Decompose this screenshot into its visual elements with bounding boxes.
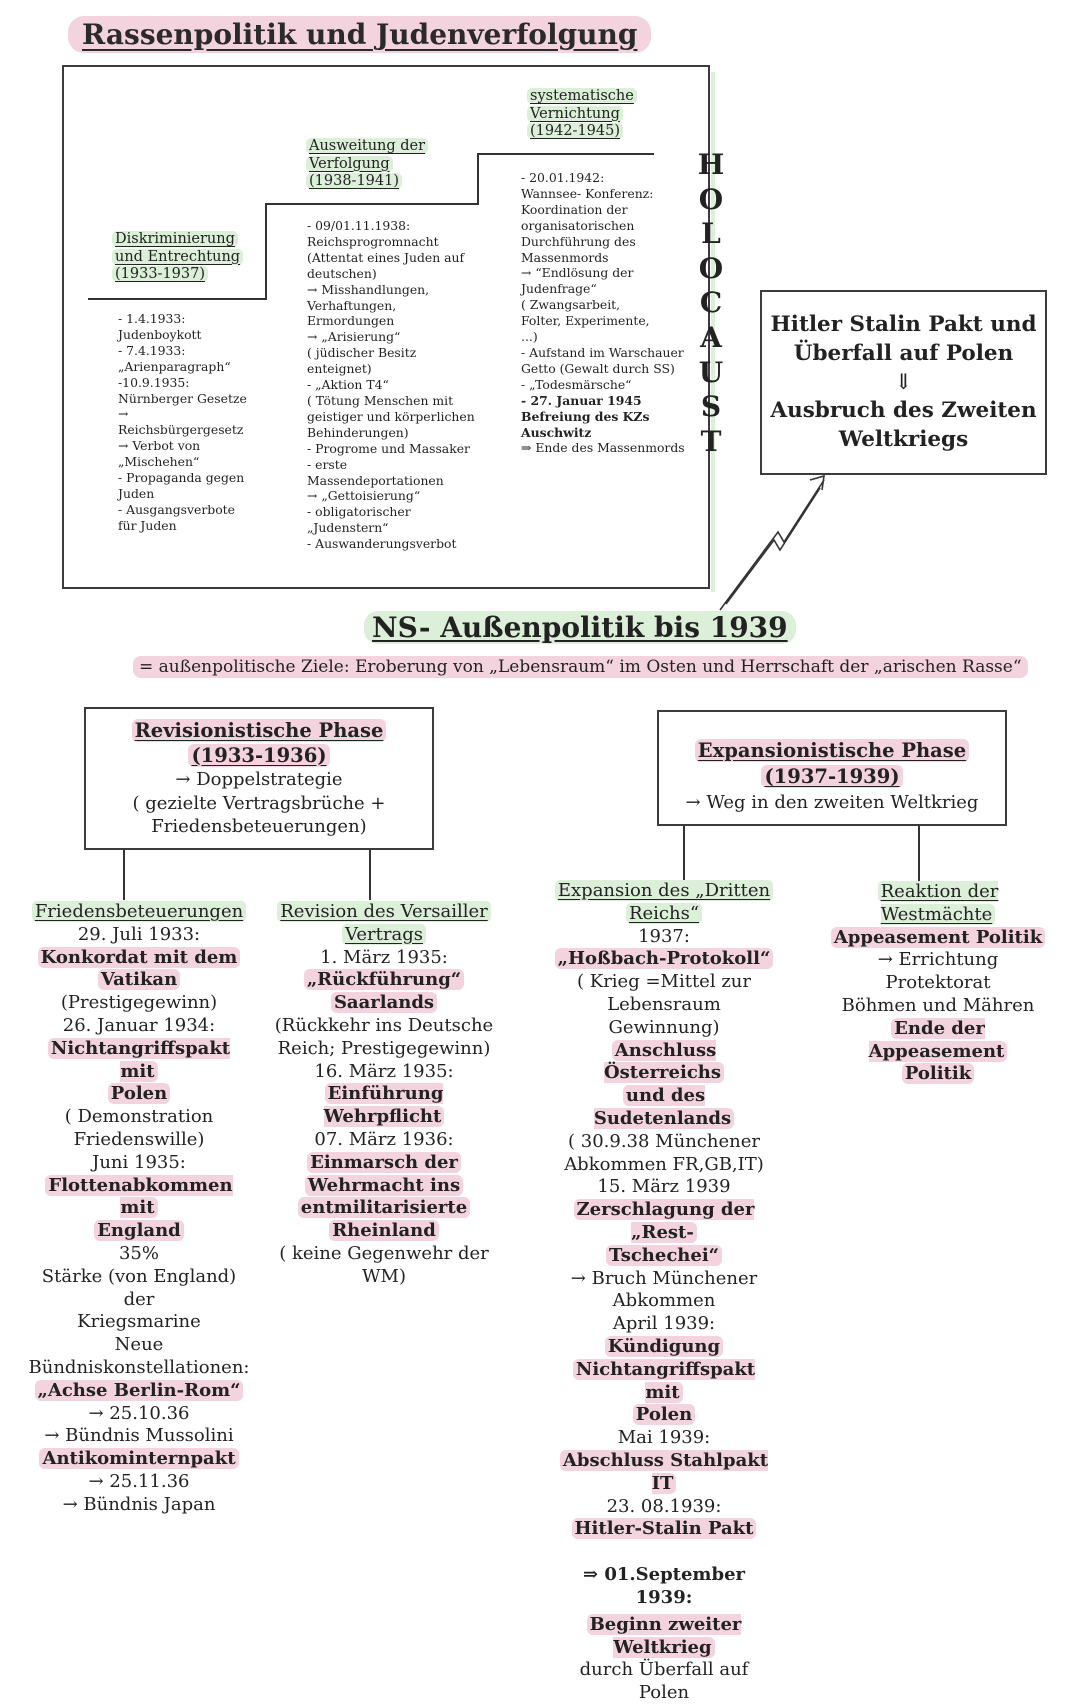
timeline-line: Lebensraum Gewinnung) bbox=[607, 993, 721, 1038]
holocaust-letter: O bbox=[698, 251, 724, 285]
list-item: Ermordungen bbox=[307, 313, 395, 329]
connector-line bbox=[683, 826, 685, 881]
list-item: → Misshandlungen, bbox=[307, 281, 430, 297]
timeline-line: 29. Juli 1933: bbox=[77, 923, 201, 945]
timeline-line: Appeasement Politik bbox=[826, 927, 1050, 950]
list-item: Verhaftungen, bbox=[307, 297, 397, 313]
list-item: → “Endlösung der bbox=[521, 265, 634, 281]
list-item: → „Gettoisierung“ bbox=[307, 488, 421, 504]
list-item: Nürnberger Gesetze bbox=[118, 390, 247, 406]
holocaust-letter: C bbox=[699, 286, 723, 320]
list-item: Reichsprogromnacht bbox=[307, 233, 439, 249]
timeline-line: Mai 1939: bbox=[617, 1427, 711, 1449]
list-item: ( jüdischer Besitz bbox=[307, 345, 417, 361]
phase-2-list bbox=[307, 218, 475, 552]
timeline-line: ( Krieg =Mittel zur bbox=[577, 971, 751, 993]
timeline-line: Ende der Appeasement bbox=[826, 1018, 1050, 1064]
list-item: Juden bbox=[118, 485, 155, 501]
holocaust-vertical-word bbox=[696, 148, 726, 459]
list-item: → bbox=[118, 406, 129, 422]
list-item: - 20.01.1942: bbox=[521, 170, 605, 185]
list-item: -10.9.1935: bbox=[118, 374, 190, 390]
phase-3-list: - 20.01.1942: Wannsee- Konferenz: Koordination der organisatorischen Durchführung des Massenmords → “Endlösung der Judenfrage“ ( Zwangsarbeit, Folter, Experimente, ...) - Aufstand im Warschauer Getto (Gewalt durch SS) - „Todesmärsche“ - 27. Januar 1945 Befreiung des KZs Auschwitz ⇒ Ende des Massenmords bbox=[521, 170, 685, 456]
timeline-line: Polen bbox=[552, 1404, 776, 1427]
list-item: - „Todesmärsche“ bbox=[521, 376, 632, 392]
list-item: ...) bbox=[521, 329, 538, 345]
timeline-line: WM) bbox=[362, 1265, 406, 1287]
timeline-line: Nichtangriffspakt mit bbox=[28, 1038, 250, 1084]
list-item: „Arienparagraph“ bbox=[118, 358, 231, 374]
list-item: Reichsbürgergesetz bbox=[118, 422, 244, 438]
timeline-line: → Bündnis Mussolini bbox=[44, 1425, 234, 1447]
pact-box: Hitler Stalin Pakt und Überfall auf Polen ⇓ Ausbruch des Zweiten Weltkriegs bbox=[760, 290, 1047, 475]
timeline-line: Juni 1935: bbox=[92, 1151, 186, 1173]
holocaust-letter: S bbox=[700, 390, 722, 424]
list-item: „Mischehen“ bbox=[118, 454, 200, 470]
timeline-line: April 1939: bbox=[612, 1313, 716, 1335]
timeline-line: Einmarsch der bbox=[270, 1152, 498, 1175]
timeline-line: Neue bbox=[114, 1334, 164, 1356]
timeline-line: Abkommen bbox=[612, 1290, 716, 1312]
list-item: - Progrome und Massaker bbox=[307, 440, 470, 456]
phase-2-heading: Ausweitung der Verfolgung (1938-1941) bbox=[306, 138, 428, 191]
timeline-line: → Bruch Münchener bbox=[570, 1267, 758, 1289]
timeline-line: Politik bbox=[826, 1063, 1050, 1086]
timeline-line: Böhmen und Mähren bbox=[841, 994, 1035, 1016]
timeline-line: Flottenabkommen mit bbox=[28, 1175, 250, 1221]
list-item: geistiger und körperlichen bbox=[307, 408, 475, 424]
foreign-policy-title: NS- Außenpolitik bis 1939 bbox=[364, 611, 796, 644]
timeline-line: → Bündnis Japan bbox=[62, 1493, 216, 1515]
page-title: Rassenpolitik und Judenverfolgung bbox=[68, 16, 651, 53]
timeline-line: 16. März 1935: bbox=[314, 1060, 454, 1082]
list-item: - 09/01.11.1938: bbox=[307, 218, 411, 233]
timeline-line: → 25.11.36 bbox=[88, 1470, 190, 1492]
column-versailles-revision: Revision des Versailler Vertrags 1. März 1935: „Rückführung“ Saarlands (Rückkehr ins Deutsche Reich; Prestigegewinn) 16. März 1935: Einführung Wehrpflicht 07. März 1936: Einmarsch der Wehrmacht ins entmilitarisierte Rheinland ( keine Gegenwehr der WM) bbox=[270, 901, 498, 1289]
phase-1-list bbox=[118, 311, 247, 534]
timeline-line: England bbox=[28, 1220, 250, 1243]
holocaust-letter: A bbox=[700, 320, 722, 354]
timeline-line: Saarlands bbox=[270, 992, 498, 1015]
column-expansion: Expansion des „Dritten Reichs“ 1937: „Hoßbach-Protokoll“ ( Krieg =Mittel zur Lebensraum Gewinnung) Anschluss Österreichs und des Sudetenlands ( 30.9.38 Münchener Abkommen FR,GB,IT) 15. März 1939 Zerschlagung der „Rest- Tschechei“ → Bruch Münchener Abkommen April 1939: Kündigung Nichtangriffspakt mit Polen Mai 1939: Abschluss Stahlpakt IT 23. 08.1939: Hitler-Stalin Pakt ⇒ 01.September 1939: Beginn zweiter Weltkrieg durch Überfall auf Polen bbox=[552, 880, 776, 1705]
timeline-line: „Hoßbach-Protokoll“ bbox=[552, 948, 776, 971]
holocaust-letter: O bbox=[698, 182, 724, 216]
timeline-line: ( Demonstration bbox=[64, 1106, 214, 1128]
timeline-line: Abschluss Stahlpakt IT bbox=[552, 1450, 776, 1496]
list-item: Durchführung des bbox=[521, 233, 636, 249]
lightning-arrow-icon bbox=[712, 470, 832, 615]
timeline-line: 1937: bbox=[638, 925, 690, 947]
timeline-line: „Achse Berlin-Rom“ bbox=[28, 1380, 250, 1403]
list-item: → „Arisierung“ bbox=[307, 329, 401, 345]
timeline-line: Tschechei“ bbox=[552, 1245, 776, 1268]
list-item: ( Zwangsarbeit, bbox=[521, 297, 621, 313]
timeline-line: 23. 08.1939: bbox=[606, 1495, 722, 1517]
phase-3-heading: systematische Vernichtung (1942-1945) bbox=[527, 88, 637, 141]
foreign-policy-goals: = außenpolitische Ziele: Eroberung von „Lebensraum“ im Osten und Herrschaft der „arischen Rasse“ bbox=[133, 656, 1028, 678]
timeline-line: Zerschlagung der „Rest- bbox=[552, 1199, 776, 1245]
timeline-line: Friedenswille) bbox=[73, 1128, 205, 1150]
list-item: Auschwitz bbox=[521, 424, 592, 440]
list-item: Judenboykott bbox=[118, 326, 202, 342]
list-item: Koordination der bbox=[521, 201, 628, 217]
timeline-line: Wehrmacht ins bbox=[270, 1175, 498, 1198]
list-item: (Attentat eines Juden auf bbox=[307, 249, 465, 265]
list-item: Befreiung des KZs bbox=[521, 408, 650, 424]
timeline-line: Nichtangriffspakt mit bbox=[552, 1359, 776, 1405]
timeline-line: ( keine Gegenwehr der bbox=[279, 1242, 489, 1264]
list-item: organisatorischen bbox=[521, 217, 635, 233]
timeline-line: Rheinland bbox=[270, 1220, 498, 1243]
list-item: Judenfrage“ bbox=[521, 281, 597, 297]
list-item: für Juden bbox=[118, 517, 177, 533]
timeline-line: ( 30.9.38 Münchener bbox=[568, 1130, 760, 1152]
list-item: deutschen) bbox=[307, 265, 377, 281]
list-item: - „Aktion T4“ bbox=[307, 377, 389, 393]
list-item: Massendeportationen bbox=[307, 472, 444, 488]
timeline-line: Reich; Prestigegewinn) bbox=[277, 1037, 491, 1059]
list-item: - Aufstand im Warschauer bbox=[521, 344, 684, 360]
timeline-line: Konkordat mit dem bbox=[28, 947, 250, 970]
holocaust-letter: H bbox=[697, 148, 725, 181]
connector-line bbox=[123, 850, 125, 900]
list-item: Behinderungen) bbox=[307, 424, 409, 440]
list-item: Folter, Experimente, bbox=[521, 313, 650, 329]
list-item: Massenmords bbox=[521, 249, 609, 265]
expansionist-phase-box: Expansionistische Phase (1937-1939) → Weg in den zweiten Weltkrieg bbox=[657, 710, 1007, 826]
holocaust-letter: U bbox=[698, 355, 724, 389]
timeline-line: Stärke (von England) der bbox=[41, 1265, 237, 1310]
timeline-line: „Rückführung“ bbox=[270, 969, 498, 992]
list-item: enteignet) bbox=[307, 361, 372, 377]
list-item: - Auswanderungsverbot bbox=[307, 536, 457, 552]
timeline-line: Antikominternpakt bbox=[28, 1448, 250, 1471]
list-item: → Verbot von bbox=[118, 438, 201, 454]
timeline-line: Abkommen FR,GB,IT) bbox=[564, 1153, 764, 1175]
connector-line bbox=[918, 826, 920, 881]
list-item: ( Tötung Menschen mit bbox=[307, 392, 454, 408]
timeline-line: → Errichtung Protektorat bbox=[877, 949, 999, 994]
list-item: - obligatorischer bbox=[307, 504, 411, 520]
timeline-line: Einführung Wehrpflicht bbox=[323, 1083, 444, 1128]
list-item: „Judenstern“ bbox=[307, 520, 389, 536]
revisionist-phase-box: Revisionistische Phase (1933-1936) → Doppelstrategie ( gezielte Vertragsbrüche + Friedensbeteuerungen) bbox=[84, 707, 434, 850]
holocaust-letter: L bbox=[701, 217, 721, 251]
timeline-line: Vatikan bbox=[28, 969, 250, 992]
list-item: - Propaganda gegen bbox=[118, 470, 245, 486]
timeline-line: Bündniskonstellationen: bbox=[28, 1356, 250, 1378]
holocaust-letter: T bbox=[700, 424, 722, 458]
column-peace-assurances: Friedensbeteuerungen 29. Juli 1933: Konkordat mit dem Vatikan (Prestigegewinn) 26. Januar 1934: Nichtangriffspakt mit Polen ( Demonstration Friedenswille) Juni 1935: Flottenabkommen mit England 35% Stärke (von England) der Kriegsmarine Neue Bündniskonstellationen: „Achse Berlin-Rom“ → 25.10.36 → Bündnis Mussolini Antikominternpakt → 25.11.36 → Bündnis Japan bbox=[28, 901, 250, 1515]
timeline-line: Kriegsmarine bbox=[77, 1311, 201, 1333]
phase-1-heading: Diskriminierung und Entrechtung (1933-1937) bbox=[112, 231, 243, 284]
list-item: - erste bbox=[307, 456, 348, 472]
timeline-line: Hitler-Stalin Pakt bbox=[552, 1518, 776, 1541]
timeline-line: 1. März 1935: bbox=[320, 946, 448, 968]
column-western-reaction: Reaktion der Westmächte Appeasement Politik → Errichtung Protektorat Böhmen und Mähren Ende der Appeasement Politik bbox=[826, 881, 1050, 1086]
timeline-line: entmilitarisierte bbox=[270, 1197, 498, 1220]
timeline-line: 35% bbox=[118, 1242, 159, 1264]
list-item: - 27. Januar 1945 bbox=[521, 392, 642, 408]
timeline-line: und des Sudetenlands bbox=[552, 1085, 776, 1131]
timeline-line: 07. März 1936: bbox=[314, 1128, 454, 1150]
list-item: - 7.4.1933: bbox=[118, 342, 186, 358]
timeline-line: 15. März 1939 bbox=[597, 1176, 731, 1198]
timeline-line: Polen bbox=[28, 1083, 250, 1106]
list-item: - 1.4.1933: bbox=[118, 311, 186, 326]
timeline-line: → 25.10.36 bbox=[88, 1402, 190, 1424]
timeline-line: Anschluss Österreichs bbox=[552, 1040, 776, 1086]
timeline-line: (Rückkehr ins Deutsche bbox=[274, 1014, 494, 1036]
timeline-line: Kündigung bbox=[552, 1336, 776, 1359]
list-item: - Ausgangsverbote bbox=[118, 501, 235, 517]
timeline-line: 26. Januar 1934: bbox=[62, 1014, 216, 1036]
list-item: Getto (Gewalt durch SS) bbox=[521, 360, 675, 376]
list-item: Wannsee- Konferenz: bbox=[521, 185, 654, 201]
timeline-line: (Prestigegewinn) bbox=[60, 992, 218, 1014]
connector-line bbox=[369, 850, 371, 900]
